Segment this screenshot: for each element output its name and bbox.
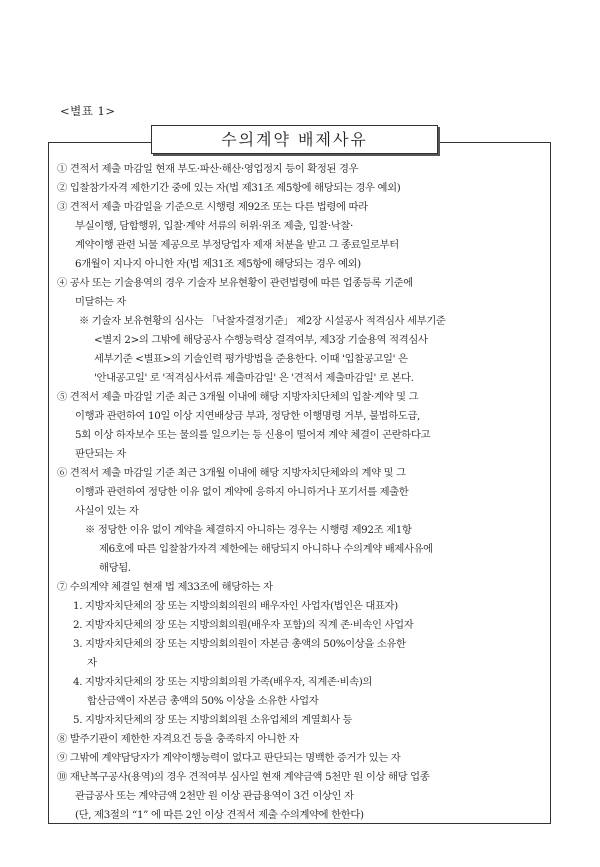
list-line: 세부기준 <별표>의 기술인력 평가방법을 준용한다. 이때 '입찰공고일' 은 [94, 353, 408, 365]
list-line: 미달하는 자 [75, 296, 126, 308]
list-line: ⑧ 발주기관이 제한한 자격요건 등을 충족하지 아니한 자 [57, 733, 299, 745]
list-line: 부실이행, 담합행위, 입찰·계약 서류의 허위·위조 제출, 입찰·낙찰· [75, 220, 353, 232]
list-line: <별지 2>의 그밖에 해당공사 수행능력상 결격여부, 제3장 기술용역 적격심사 [94, 334, 428, 346]
exclusion-reasons-list [57, 160, 547, 825]
list-line: 1. 지방자치단체의 장 또는 지방의회의원의 배우자인 사업자(법인은 대표자) [73, 600, 398, 612]
list-line: 합산금액이 자본금 총액의 50% 이상을 소유한 사업자 [87, 695, 319, 707]
list-line: (단, 제3절의 “1” 에 따른 2인 이상 견적서 제출 수의계약에 한한다) [75, 809, 364, 821]
annex-label: <별표 1> [60, 104, 116, 118]
list-line: 5. 지방자치단체의 장 또는 지방의회의원 소유업체의 계열회사 등 [73, 714, 353, 726]
list-line: ⑦ 수의계약 체결일 현재 법 제33조에 해당하는 자 [57, 581, 273, 593]
list-line: 2. 지방자치단체의 장 또는 지방의회의원(배우자 포함)의 직계 존·비속인 사업자 [73, 619, 414, 631]
list-line: ⑤ 견적서 제출 마감일 기준 최근 3개월 이내에 해당 지방자치단체의 입찰·계약 및 그 [57, 391, 419, 403]
list-line: 이행과 관련하여 10일 이상 지연배상금 부과, 정당한 이행명령 거부, 불법하도급, [75, 410, 420, 422]
list-line: 사실이 있는 자 [75, 505, 139, 517]
document-title: 수의계약 배제사유 [151, 125, 438, 154]
list-line: 이행과 관련하여 정당한 이유 없이 계약에 응하지 아니하거나 포기서를 제출한 [75, 486, 409, 498]
list-line: ④ 공사 또는 기술용역의 경우 기술자 보유현황이 관련법령에 따른 업종등록 기준에 [57, 277, 413, 289]
list-line: ※ 정당한 이유 없이 계약을 체결하지 아니하는 경우는 시행령 제92조 제1항 [85, 524, 412, 536]
list-line: 해당됨. [99, 562, 131, 574]
list-line: ⑥ 견적서 제출 마감일 기준 최근 3개월 이내에 해당 지방자치단체와의 계약 및 그 [57, 467, 406, 479]
list-line: 5회 이상 하자보수 또는 물의를 일으키는 등 신용이 떨어져 계약 체결이 곤란하다고 [75, 429, 431, 441]
list-line: ※ 기술자 보유현황의 심사는 「낙찰자결정기준」 제2장 시설공사 적격심사 세부기준 [79, 315, 446, 327]
list-line: ⑩ 재난복구공사(용역)의 경우 견적여부 심사일 현재 계약금액 5천만 원 이상 해당 업종 [57, 771, 430, 783]
list-line: 제6호에 따른 입찰참가자격 제한에는 해당되지 아니하나 수의계약 배제사유에 [99, 543, 433, 555]
list-line: 판단되는 자 [75, 448, 126, 460]
list-line: '안내공고일' 로 '적격심사서류 제출마감일' 은 '견적서 제출마감일' 로 본다. [94, 372, 414, 384]
list-line: ③ 견적서 제출 마감일을 기준으로 시행령 제92조 또는 다른 법령에 따라 [57, 201, 368, 213]
list-line: ⑨ 그밖에 계약담당자가 계약이행능력이 없다고 판단되는 명백한 증거가 있는 자 [57, 752, 401, 764]
list-line: 계약이행 관련 뇌물 제공으로 부정당업자 제재 처분을 받고 그 종료일로부터 [75, 239, 399, 251]
list-line: 4. 지방자치단체의 장 또는 지방의회의원 가족(배우자, 직계존·비속)의 [73, 676, 372, 688]
list-line: 3. 지방자치단체의 장 또는 지방의회의원이 자본금 총액의 50%이상을 소유한 [73, 638, 406, 650]
list-line: 자 [87, 657, 97, 669]
list-line: ② 입찰참가자격 제한기간 중에 있는 자(법 제31조 제5항에 해당되는 경우 예외) [57, 182, 401, 194]
list-line: 관급공사 또는 계약금액 2천만 원 이상 관급용역이 3건 이상인 자 [75, 790, 354, 802]
list-line: ① 견적서 제출 마감일 현재 부도·파산·해산·영업정지 등이 확정된 경우 [57, 163, 359, 175]
list-line: 6개월이 지나지 아니한 자(법 제31조 제5항에 해당되는 경우 예외) [75, 258, 361, 270]
